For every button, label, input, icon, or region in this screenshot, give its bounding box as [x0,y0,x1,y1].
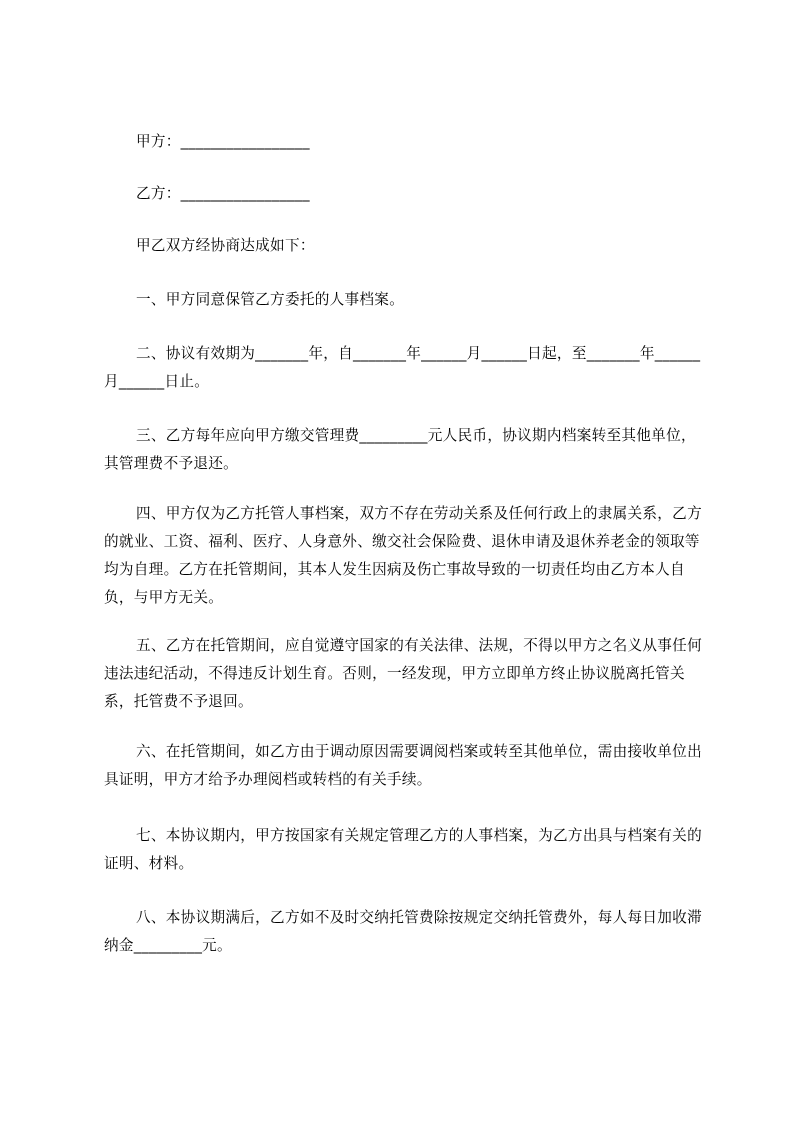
clause-2: 二、协议有效期为_______年，自_______年______月______日起，至_______年______月______日止。 [104,345,701,390]
intro-line: 甲乙双方经协商达成如下： [136,237,315,254]
clause-3: 三、乙方每年应向甲方缴交管理费_________元人民币，协议期内档案转至其他单位，其管理费不予退还。 [104,427,696,472]
clause-7: 七、本协议期内，甲方按国家有关规定管理乙方的人事档案，为乙方出具与档案有关的证明、材料。 [104,827,702,872]
clause-4: 四、甲方仅为乙方托管人事档案，双方不存在劳动关系及任何行政上的隶属关系，乙方的就业、工资、福利、医疗、人身意外、缴交社会保险费、退休申请及退休养老金的领取等均为自理。乙方在托管期间，其本人发生因病及伤亡事故导致的一切责任均由乙方本人自负，与甲方无关。 [104,505,702,606]
party-b-line: 乙方：_________________ [136,185,310,202]
clause-1: 一、甲方同意保管乙方委托的人事档案。 [136,291,405,308]
clause-5: 五、乙方在托管期间，应自觉遵守国家的有关法律、法规，不得以甲方之名义从事任何违法违纪活动，不得违反计划生育。否则，一经发现，甲方立即单方终止协议脱离托管关系，托管费不予退回。 [104,637,702,710]
party-a-line: 甲方：_________________ [136,133,310,150]
clause-8: 八、本协议期满后，乙方如不及时交纳托管费除按规定交纳托管费外，每人每日加收滞纳金_________元。 [104,909,702,954]
clause-6: 六、在托管期间，如乙方由于调动原因需要调阅档案或转至其他单位，需由接收单位出具证明，甲方才给予办理阅档或转档的有关手续。 [104,743,702,788]
